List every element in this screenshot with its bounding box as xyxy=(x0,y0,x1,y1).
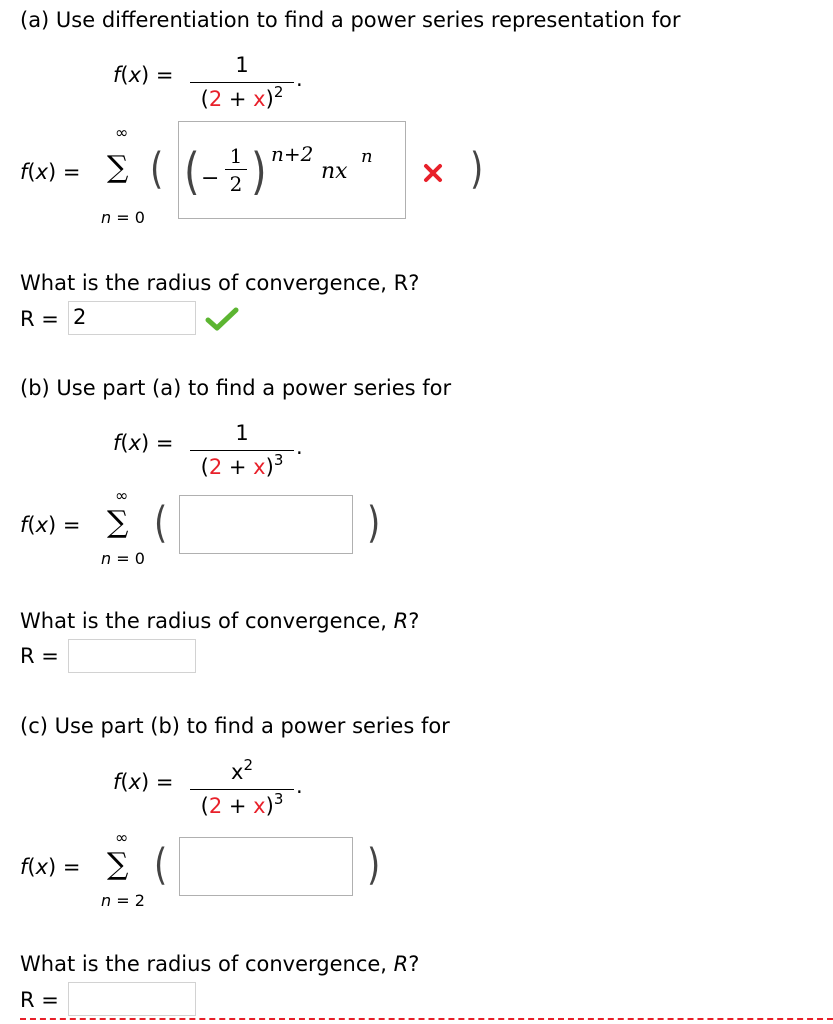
part-b-sum-lower: n = 0 xyxy=(101,549,145,568)
part-a-denominator: $(2 + x)^2$ xyxy=(200,83,284,111)
part-b-numerator: 1 xyxy=(235,421,249,445)
part-a-radius-input[interactable]: 2 xyxy=(68,301,196,335)
part-c-radius-question: What is the radius of convergence, R? xyxy=(20,952,420,976)
right-paren: ) xyxy=(367,498,381,548)
inner-left-paren: ( xyxy=(184,143,200,201)
inner-right-paren: ) xyxy=(251,143,267,201)
summation-icon: ∑ xyxy=(107,505,129,540)
part-c-prompt: (c) Use part (b) to find a power series for xyxy=(20,714,450,738)
part-c-denominator-exponent: 3 xyxy=(273,790,284,808)
part-c-numerator-exponent: 2 xyxy=(243,756,253,774)
part-a-sum-upper: ∞ xyxy=(115,123,129,142)
summation-icon: ∑ xyxy=(107,847,129,882)
right-paren: ) xyxy=(470,144,484,194)
part-b-radius-question: What is the radius of convergence, R? xyxy=(20,609,420,633)
left-paren: ( xyxy=(150,144,164,194)
part-a-r-label: R = xyxy=(20,307,59,331)
part-b-denominator-exponent: 3 xyxy=(273,451,284,469)
part-c-fx-label: f(x) = xyxy=(113,770,174,794)
part-a-fx-label: f(x) = xyxy=(113,63,174,87)
part-c-denominator: $(2 + x)^3$ xyxy=(200,790,284,818)
part-a-period: . xyxy=(296,67,303,91)
part-b-radius-input[interactable] xyxy=(68,639,196,673)
part-c-numerator: $x^2$ xyxy=(231,756,253,784)
part-a-series-label: f(x) = xyxy=(20,160,81,184)
part-a-radius-question: What is the radius of convergence, R? xyxy=(20,271,420,295)
minus-sign: − xyxy=(201,166,220,191)
power-exponent: n+2 xyxy=(271,142,314,166)
part-c-r-label: R = xyxy=(20,988,59,1012)
part-c-radius-input[interactable] xyxy=(68,982,196,1016)
part-c-sum-upper: ∞ xyxy=(115,828,129,847)
part-b-denominator: $(2 + x)^3$ xyxy=(200,451,284,479)
part-b-answer-input[interactable] xyxy=(179,495,353,554)
part-b-series-label: f(x) = xyxy=(20,513,81,537)
summation-icon: ∑ xyxy=(107,150,129,185)
dashed-divider xyxy=(20,1018,833,1020)
part-b-fx-label: f(x) = xyxy=(113,431,174,455)
part-c-period: . xyxy=(296,774,303,798)
part-c-sum-lower: n = 2 xyxy=(101,891,145,910)
part-b-period: . xyxy=(296,435,303,459)
part-a-sum-lower: n = 0 xyxy=(101,208,145,227)
part-b-r-label: R = xyxy=(20,644,59,668)
coef-denominator: 2 xyxy=(229,172,243,196)
left-paren: ( xyxy=(154,498,168,548)
right-paren: ) xyxy=(367,840,381,890)
part-c-answer-input[interactable] xyxy=(179,837,353,896)
left-paren: ( xyxy=(154,840,168,890)
term-exponent: n xyxy=(361,146,373,167)
part-a-numerator: 1 xyxy=(235,53,249,77)
part-b-prompt: (b) Use part (a) to find a power series for xyxy=(20,376,452,400)
term-nx: nx xyxy=(321,159,348,184)
part-a-denominator-exponent: 2 xyxy=(273,83,284,101)
coef-numerator: 1 xyxy=(229,144,243,168)
part-a-answer-box[interactable] xyxy=(178,121,406,219)
cross-icon xyxy=(422,162,444,188)
part-c-series-label: f(x) = xyxy=(20,855,81,879)
part-b-sum-upper: ∞ xyxy=(115,486,129,505)
coef-fraction-bar xyxy=(225,169,247,170)
part-a-prompt: (a) Use differentiation to find a power series representation for xyxy=(20,8,681,32)
check-icon xyxy=(205,306,239,336)
